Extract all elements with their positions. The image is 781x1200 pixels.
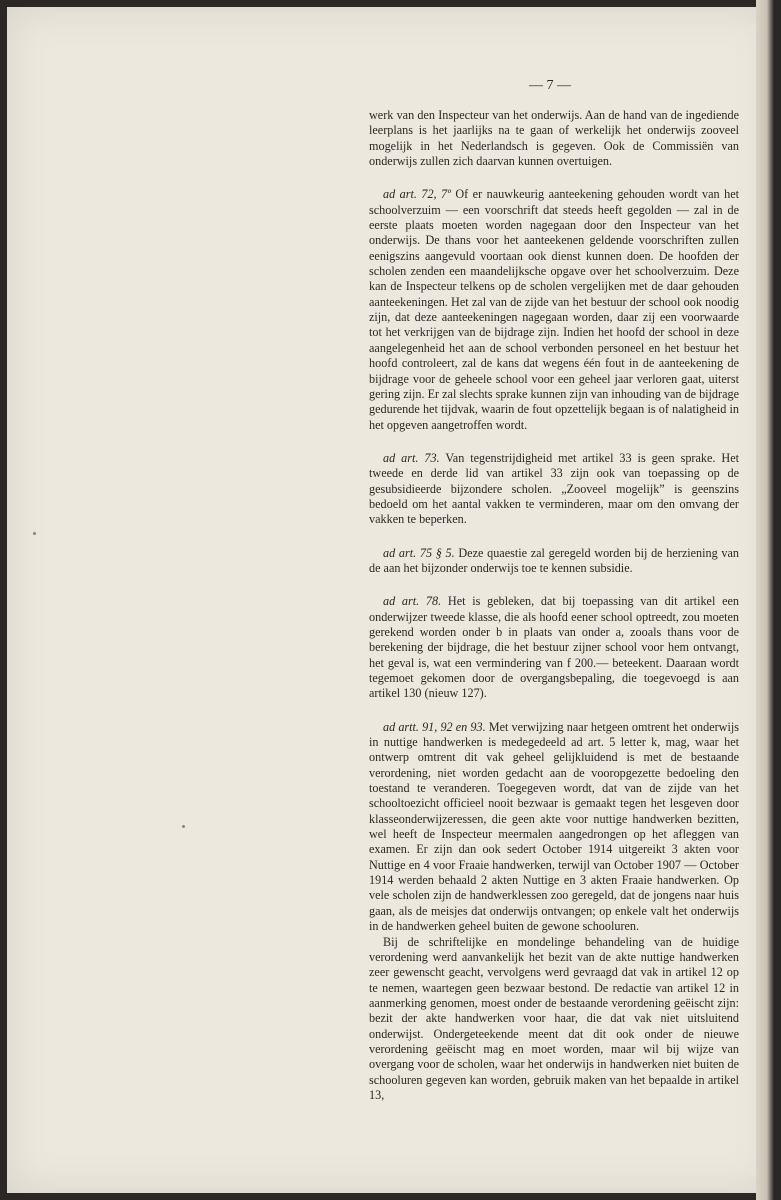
paragraph-art-78 bbox=[369, 594, 739, 701]
article-reference: ad art. 75 § 5. bbox=[383, 545, 455, 560]
paragraph-text: Of er nauwkeurig aanteekening gehouden wordt van het schoolverzuim — een voorschrift dat steeds heeft gegolden — zal in de eerste plaats moeten worden nagegaan door den Inspecteur van het onderwijs. De thans voor het aanteekenen geldende voorschriften zullen eenigszins aangevuld voortaan ook dienst kunnen doen. De hoofden der scholen zenden een maandelijksche opgave over het schoolverzuim. Deze kan de Inspecteur telkens op de scholen vergelijken met de daar gehouden aanteekeningen. Het zal van de zijde van het bestuur der school ook noodig zijn, dat deze aanteekeningen nagegaan worden, daar zij een voorwaarde tot het verkrijgen van de bijdrage zijn. Indien het hoofd der school in deze aangelegenheid het aan de school verbonden personeel en het bestuur het hoofd controleert, zal de kans dat wegens één fout in de aanteekening de bijdrage voor de geheele school voor een geheel jaar verloren gaat, uiterst gering zijn. Er zal slechts sprake kunnen zijn van inhouding van de bijdrage gedurende het tijdvak, waarin de fout opzettelijk begaan is of nalatigheid in het opgeven aangetroffen wordt. bbox=[369, 187, 739, 432]
page-number: — 7 — bbox=[529, 78, 571, 93]
article-reference: ad art. 78. bbox=[383, 594, 442, 609]
paragraph-text: Met verwijzing naar hetgeen omtrent het onderwijs in nuttige handwerken is medegedeeld ad art. 5 letter k, mag, waar het ontwerp omtrent dit vak geheel gelijkluidend is met de bestaande verordening, niet worden gedacht aan de vooropgezette bedoeling den toestand te veranderen. Toegegeven wordt, dat van de zijde van het schooltoezicht officieel nooit bezwaar is gemaakt tegen het lesgeven door klasseonderwijzeressen, die geen akte voor nuttige handwerken bezitten, wel heeft de Inspecteur meermalen aangedrongen op het afleggen van examen. Er zijn dan ook sedert October 1914 uitgereikt 3 akten voor Nuttige en 4 voor Fraaie handwerken, terwijl van October 1907 — October 1914 werden behaald 2 akten Nuttige en 3 akten Fraaie handwerken. Op vele scholen zijn de handwerklessen zoo geregeld, dat de jongens naar huis gaan, als de meisjes dat onderwijs ontvangen; op enkele valt het onderwijs in de handwerken geheel buiten de gewone schooluren. bbox=[369, 719, 739, 934]
paragraph-text: Het is gebleken, dat bij toepassing van dit artikel een onderwijzer tweede klasse, die als hoofd eener school optreedt, zou moeten gerekend worden onder b in plaats van onder a, zooals thans voor de berekening der bijdrage, die het bestuur zijner school voor hem ontvangt, het geval is, wat een vermindering van f 200.— beteekent. Daaraan wordt tegemoet gekomen door de overgangsbepaling, die toegevoegd is aan artikel 130 (nieuw 127). bbox=[369, 594, 739, 701]
paragraph-handwerken bbox=[369, 935, 739, 1104]
paper-speck bbox=[182, 825, 185, 828]
paragraph-art-91-93 bbox=[369, 720, 739, 935]
paragraph-art-75 bbox=[369, 546, 739, 577]
paper-speck bbox=[33, 532, 36, 535]
paragraph-art-73 bbox=[369, 451, 739, 528]
paragraph-text: werk van den Inspecteur van het onderwijs. Aan de hand van de ingediende leerplans is het jaarlijks na te gaan of werkelijk het onderwijs zooveel mogelijk in het Nederlandsch is gegeven. Ook de Commissiën van onderwijs zullen zich daarvan kunnen overtuigen. bbox=[369, 108, 739, 169]
paragraph-intro bbox=[369, 108, 739, 169]
paragraph-art-72 bbox=[369, 187, 739, 433]
article-reference: ad art. 72, 7º bbox=[383, 187, 451, 202]
paragraph-text: Van tegenstrijdigheid met artikel 33 is geen sprake. Het tweede en derde lid van artikel 33 zijn ook van toepassing op de gesubsidieerde bijzondere scholen. „Zooveel mogelijk” is geenszins bedoeld om het aantal vakken te verminderen, maar om den omvang der vakken te beperken. bbox=[369, 450, 739, 527]
paragraph-text: Bij de schriftelijke en mondelinge behandeling van de huidige verordening werd aanvankelijk het bezit van de akte nuttige handwerken zeer gewenscht geacht, vervolgens werd gevraagd dat vak in artikel 12 op te nemen, waartegen geen bezwaar bestond. De redactie van artikel 12 in aanmerking genomen, moest onder de bestaande verordening geëischt zijn: bezit der akte handwerken voor haar, die dat vak niet uitsluitend onderwijst. Ondergeteekende meent dat dit ook onder de nieuwe verordening geëischt mag en moet worden, maar wil bij wijze van overgang voor de scholen, waar het onderwijs in handwerken niet buiten de schooluren gegeven kan worden, gebruik maken van het bepaalde in artikel 13, bbox=[369, 934, 739, 1102]
article-reference: ad art. 73. bbox=[383, 450, 440, 465]
article-reference: ad artt. 91, 92 en 93. bbox=[383, 719, 486, 734]
page-edge bbox=[756, 0, 774, 1200]
body-text bbox=[369, 108, 739, 1103]
paragraph-text: Deze quaestie zal geregeld worden bij de herziening van de aan het bijzonder onderwijs toe te kennen subsidie. bbox=[369, 545, 740, 575]
